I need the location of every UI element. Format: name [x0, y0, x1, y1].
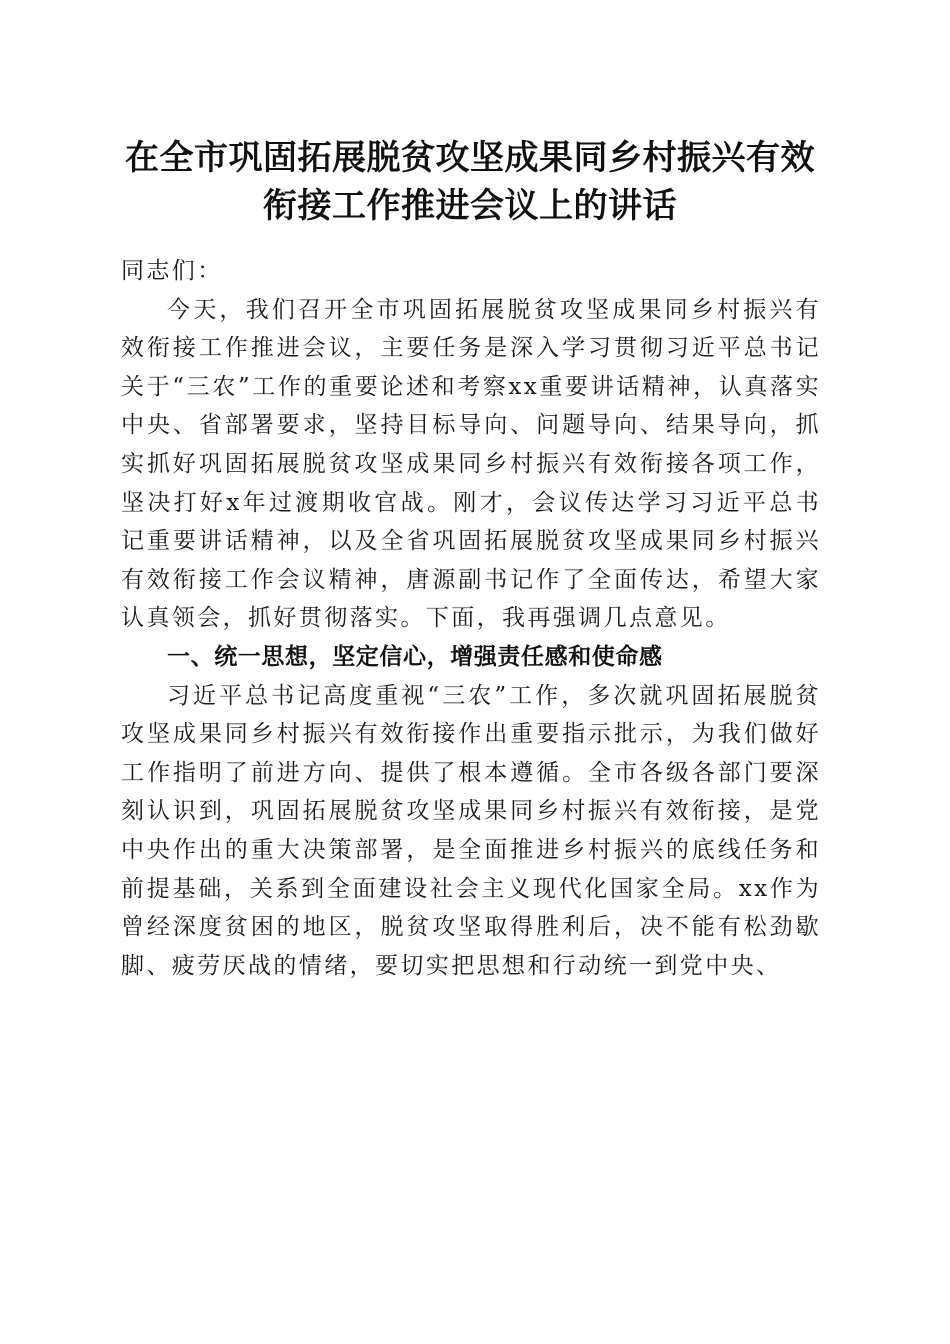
paragraph-1: 今天，我们召开全市巩固拓展脱贫攻坚成果同乡村振兴有效衔接工作推进会议，主要任务是深入学习贯彻习近平总书记关于“三农”工作的重要论述和考察xx重要讲话精神，认真落实中央、省部署要求，坚持目标导向、问题导向、结果导向，抓实抓好巩固拓展脱贫攻坚成果同乡村振兴有效衔接各项工作，坚决打好x年过渡期收官战。刚才，会议传达学习习近平总书记重要讲话精神，以及全省巩固拓展脱贫攻坚成果同乡村振兴有效衔接工作会议精神，唐源副书记作了全面传达，希望大家认真领会，抓好贯彻落实。下面，我再强调几点意见。 [121, 296, 821, 632]
section-heading-1: 一、统一思想，坚定信心，增强责任感和使命感 [167, 643, 663, 670]
paragraph-2: 习近平总书记高度重视“三农”工作，多次就巩固拓展脱贫攻坚成果同乡村振兴有效衔接作出重要指示批示，为我们做好工作指明了前进方向、提供了根本遵循。全市各级各部门要深刻认识到，巩固拓展脱贫攻坚成果同乡村振兴有效衔接，是党中央作出的重大决策部署，是全面推进乡村振兴的底线任务和前提基础，关系到全面建设社会主义现代化国家全局。xx作为曾经深度贫困的地区，脱贫攻坚取得胜利后，决不能有松劲歇脚、疲劳厌战的情绪，要切实把思想和行动统一到党中央、 [121, 682, 821, 979]
title-line-1: 在全市巩固拓展脱贫攻坚成果同乡村振兴有效 [125, 138, 815, 178]
document-body [121, 252, 821, 985]
greeting: 同志们： [121, 258, 223, 284]
title-line-2: 衔接工作推进会议上的讲话 [263, 186, 677, 226]
document-title [100, 134, 840, 230]
